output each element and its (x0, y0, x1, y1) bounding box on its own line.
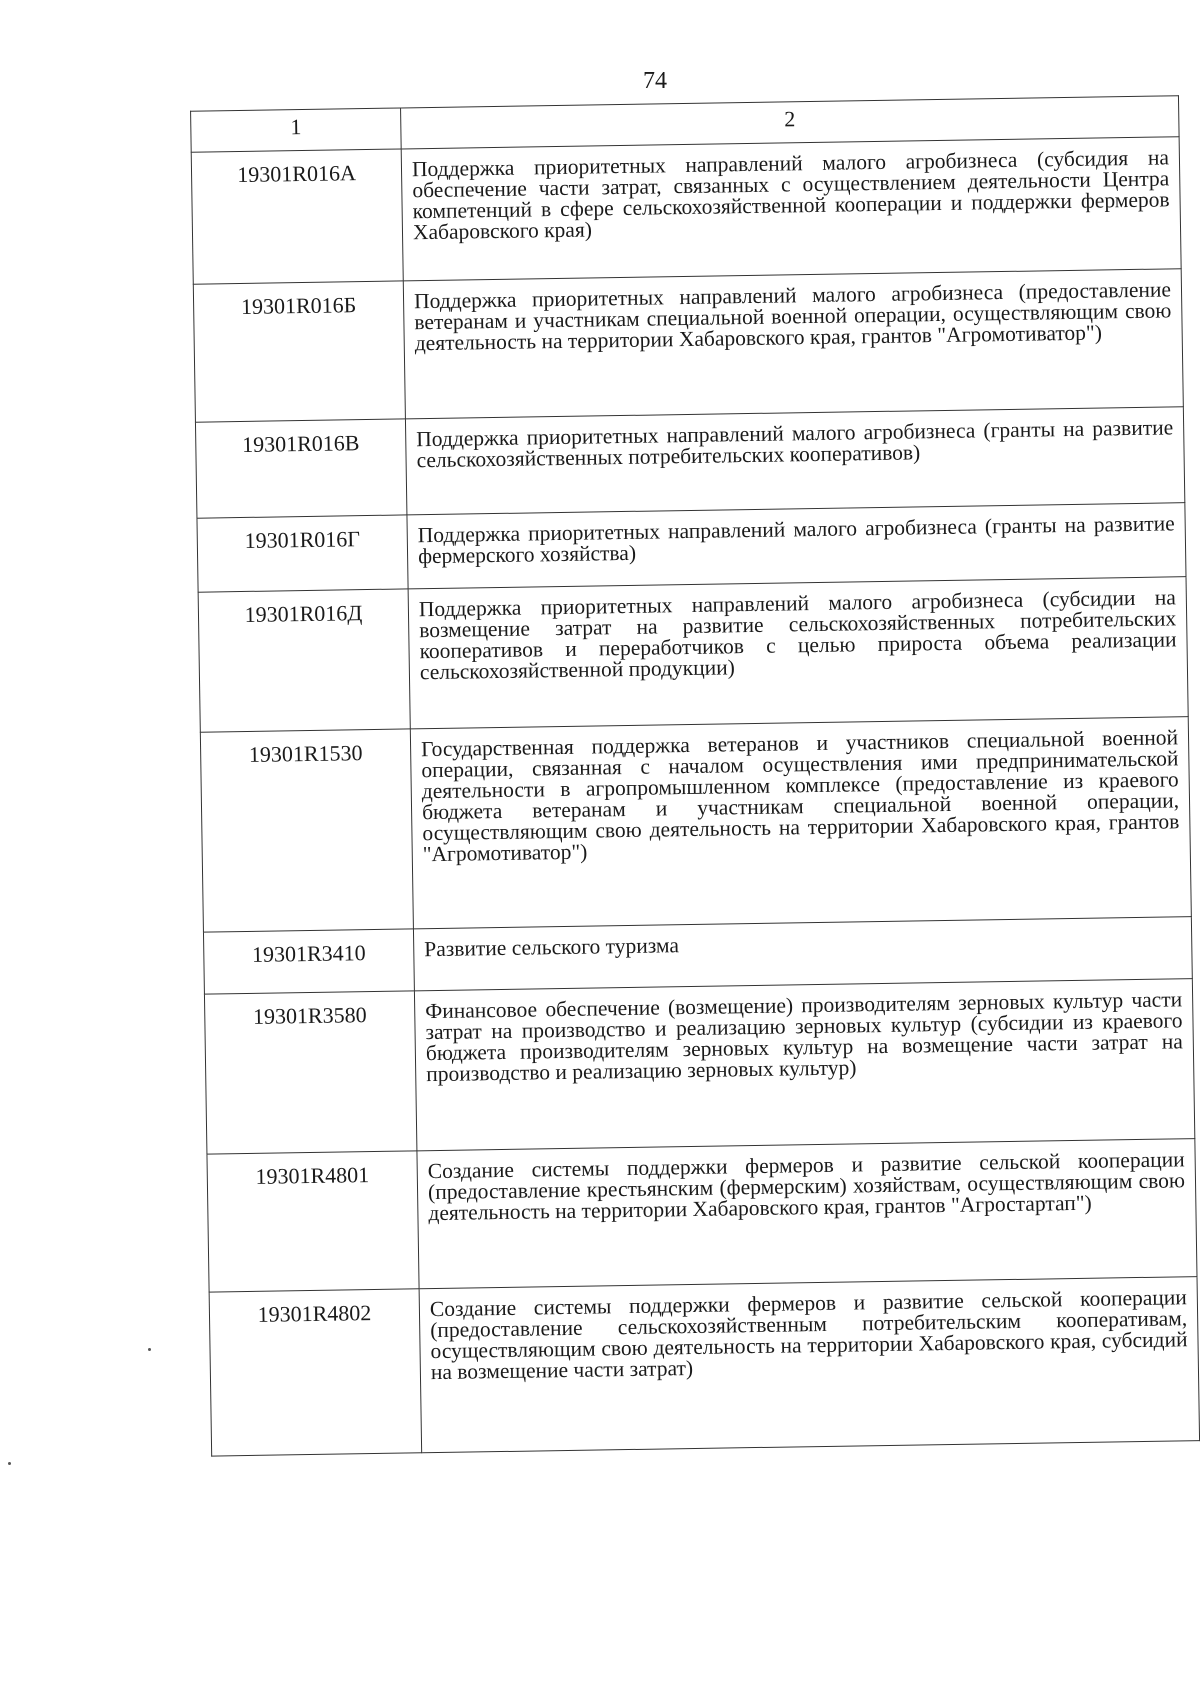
row-code: 19301R016В (195, 419, 406, 518)
row-description: Создание системы поддержки фермеров и развитие сельской кооперации (предоставление сельскохозяйственным потребительским кооперативам, осуществляющим свою деятельность на территории Хабаровского края, субсидий на возмещение части затрат) (419, 1277, 1199, 1453)
row-description: Поддержка приоритетных направлений малого агробизнеса (предоставление ветеранам и участникам специальной военной операции, осуществляющим свою деятельность на территории Хабаровского края, грантов "Агромотиватор") (403, 269, 1183, 419)
row-code: 19301R1530 (200, 729, 413, 932)
row-description: Создание системы поддержки фермеров и развитие сельской кооперации (предоставление крестьянским (фермерским) хозяйствам, осуществляющим свою деятельность на территории Хабаровского края, грантов "Агростартап") (417, 1139, 1197, 1289)
page-number: 74 (643, 68, 667, 94)
column-header-code: 1 (191, 108, 402, 152)
budget-codes-table (190, 95, 1200, 1456)
row-description: Поддержка приоритетных направлений малого агробизнеса (субсидия на обеспечение части затрат, связанных с осуществлением деятельности Центра компетенций в сфере сельскохозяйственной кооперации и поддержки фермеров Хабаровского края) (401, 137, 1181, 281)
row-description: Развитие сельского туризма (413, 917, 1192, 991)
table-row (207, 1139, 1197, 1293)
scan-speck (148, 1348, 151, 1351)
row-code: 19301R016А (191, 149, 403, 284)
row-code: 19301R4801 (207, 1151, 419, 1292)
row-description: Финансовое обеспечение (возмещение) производителям зерновых культур части затрат на производство и реализацию зерновых культур (субсидии из краевого бюджета производителям зерновых культур на возмещение части затрат на производство и реализацию зерновых культур) (414, 979, 1194, 1151)
table-row (191, 137, 1181, 285)
row-code: 19301R016Г (197, 515, 408, 592)
row-code: 19301R016Б (193, 281, 405, 422)
table-row (204, 979, 1194, 1154)
row-description: Государственная поддержка ветеранов и участников специальной военной операции, связанная с началом осуществления ими предпринимательской деятельности в агропромышленном комплексе (предоставление из краевого бюджета ветеранам и участникам специальной военной операции, осуществляющим свою деятельность на территории Хабаровского края, грантов "Агромотиватор") (410, 717, 1191, 929)
table-row (195, 407, 1184, 519)
row-code: 19301R016Д (198, 589, 410, 732)
row-code: 19301R3410 (203, 929, 414, 994)
column-header-description: 2 (401, 96, 1180, 149)
row-code: 19301R3580 (204, 991, 416, 1154)
row-code: 19301R4802 (209, 1289, 422, 1456)
scan-speck (8, 1462, 11, 1465)
table-row (209, 1277, 1199, 1456)
row-description: Поддержка приоритетных направлений малого агробизнеса (гранты на развитие фермерского хозяйства) (407, 503, 1186, 589)
table-row (198, 577, 1188, 733)
table-row (193, 269, 1183, 423)
row-description: Поддержка приоритетных направлений малого агробизнеса (гранты на развитие сельскохозяйственных потребительских кооперативов) (405, 407, 1184, 515)
row-description: Поддержка приоритетных направлений малого агробизнеса (субсидии на возмещение затрат на развитие сельскохозяйственных потребительских кооперативов и переработчиков с целью прироста объема реализации сельскохозяйственной продукции) (408, 577, 1188, 729)
table-row (200, 717, 1191, 932)
